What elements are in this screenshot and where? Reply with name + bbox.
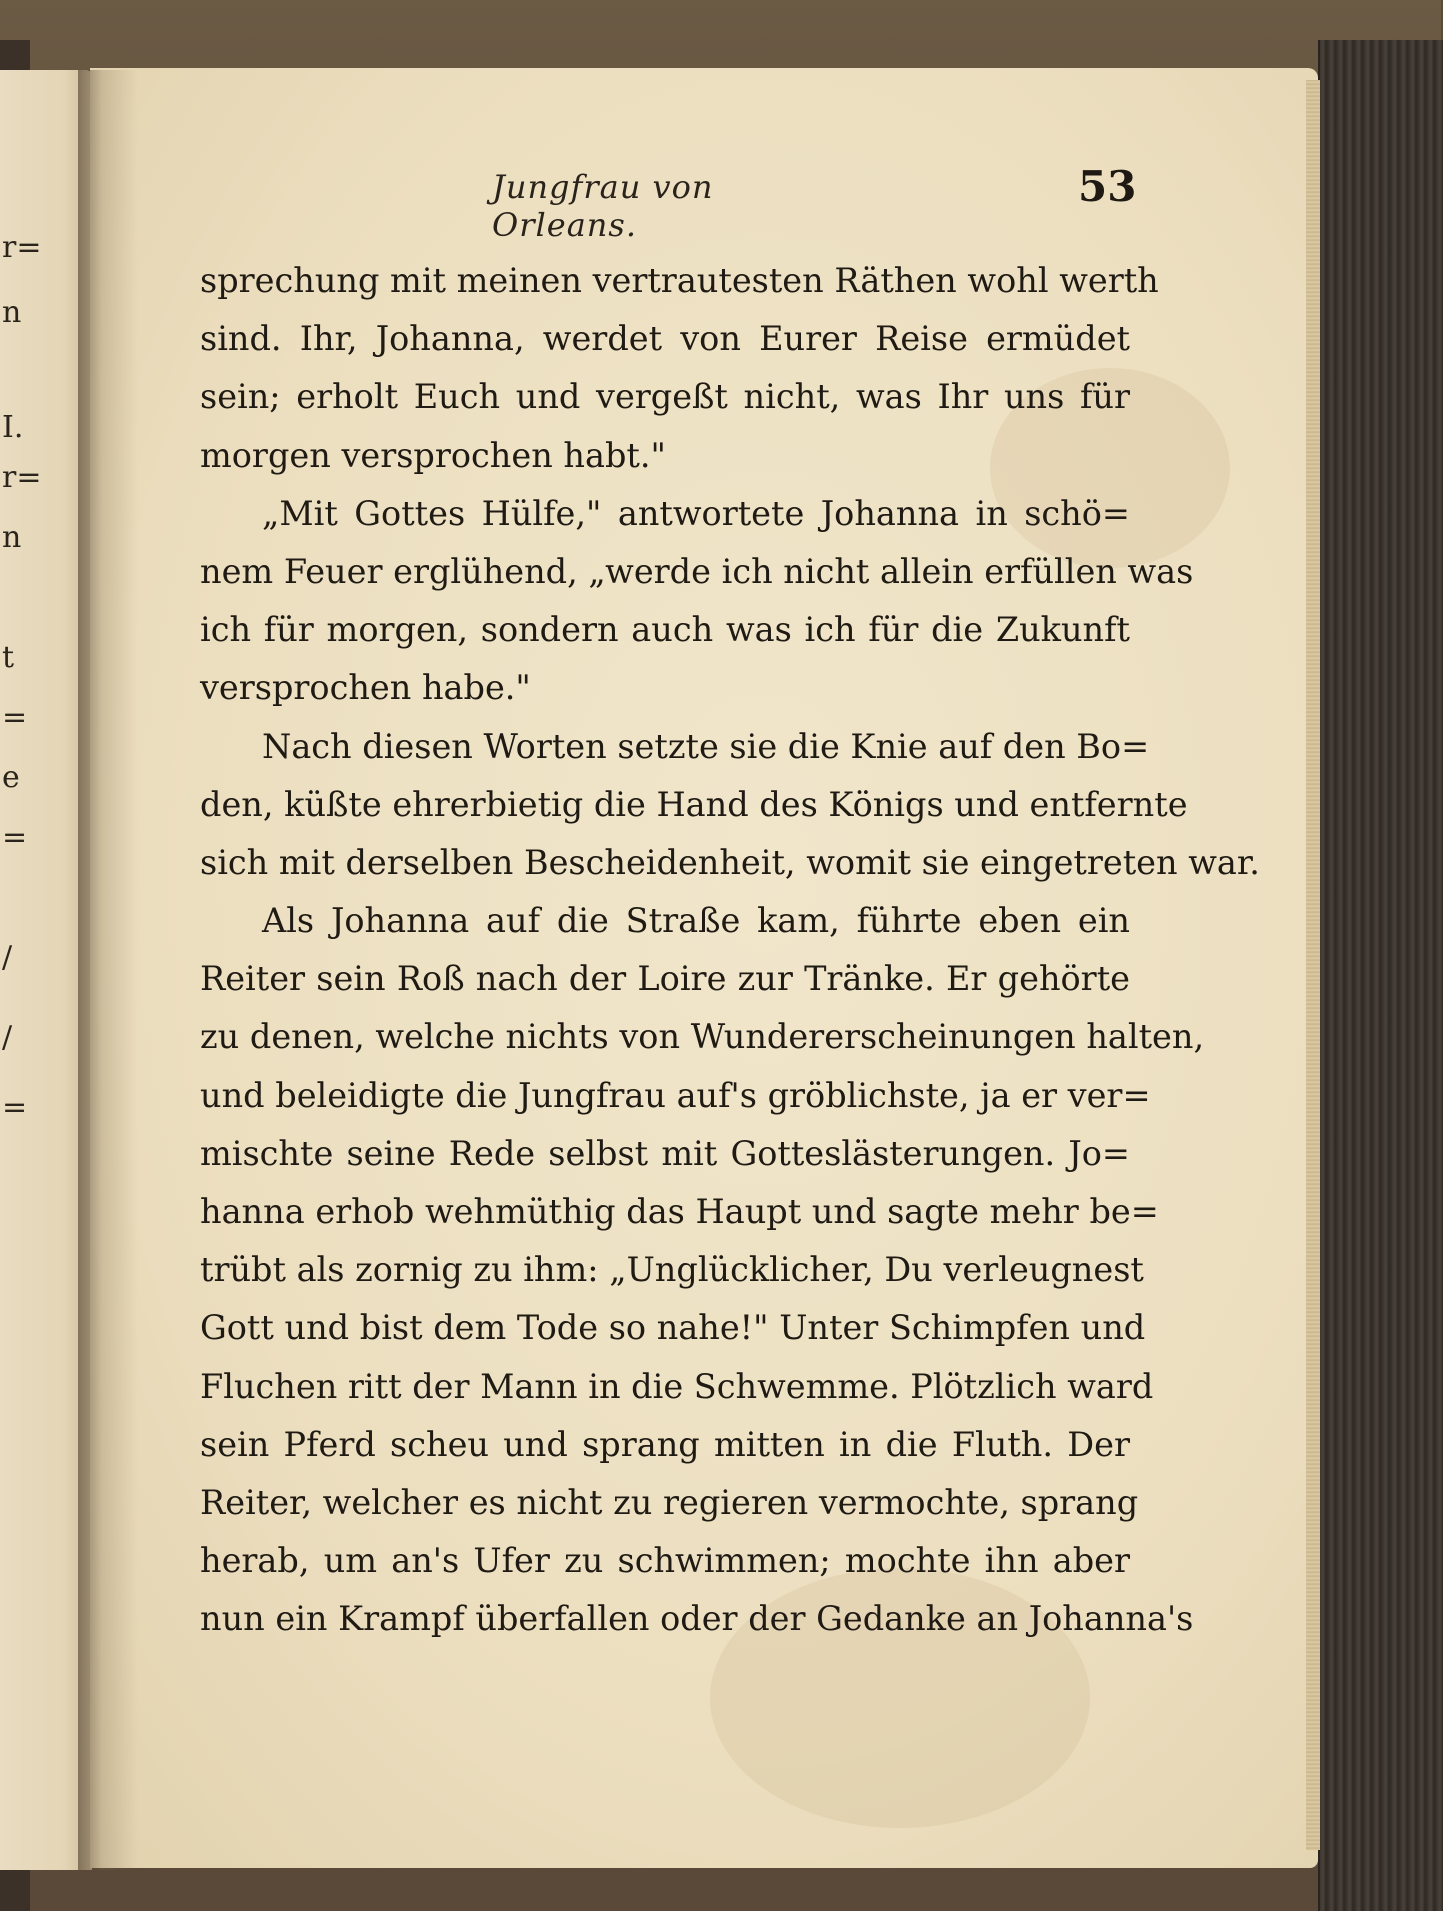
left-page-fragment: n xyxy=(2,520,22,555)
text-line: nem Feuer erglühend, „werde ich nicht allein erfüllen was xyxy=(200,551,1194,591)
text-line: sprechung mit meinen vertrautesten Räthen wohl werth xyxy=(200,261,1159,300)
text-line: Reiter sein Roß nach der Loire zur Tränke. Er gehörte xyxy=(200,959,1130,999)
right-binding xyxy=(1318,40,1443,1911)
text-line: versprochen habe." xyxy=(200,668,531,708)
text-line: und beleidigte die Jungfrau auf's gröblichste, ja er ver= xyxy=(200,1075,1151,1115)
left-page-fragment: = xyxy=(2,820,28,855)
gutter-shadow xyxy=(78,70,138,1870)
left-page-fragment: / xyxy=(2,1020,13,1055)
text-line: sein; erholt Euch und vergeßt nicht, was Ihr uns für xyxy=(200,377,1130,417)
text-line: sind. Ihr, Johanna, werdet von Eurer Reise ermüdet xyxy=(200,319,1130,359)
text-line: sich mit derselben Bescheidenheit, womit sie eingetreten war. xyxy=(200,842,1260,882)
text-line: hanna erhob wehmüthig das Haupt und sagte mehr be= xyxy=(200,1192,1159,1231)
left-page-fragment: n xyxy=(2,295,22,330)
text-line: zu denen, welche nichts von Wundererscheinungen halten, xyxy=(200,1017,1205,1057)
text-line: Gott und bist dem Tode so nahe!" Unter Schimpfen und xyxy=(200,1308,1146,1348)
page-number: 53 xyxy=(1078,162,1137,211)
text-line: sein Pferd scheu und sprang mitten in die Fluth. Der xyxy=(200,1424,1130,1464)
text-line: mischte seine Rede selbst mit Gotteslästerungen. Jo= xyxy=(200,1133,1130,1173)
left-page-fragment: / xyxy=(2,940,13,975)
text-line: Nach diesen Worten setzte sie die Knie auf den Bo= xyxy=(262,726,1150,766)
text-line: den, küßte ehrerbietig die Hand des Königs und entfernte xyxy=(200,784,1188,824)
text-line: Reiter, welcher es nicht zu regieren vermochte, sprang xyxy=(200,1482,1139,1522)
left-page-fragment: = xyxy=(2,1090,28,1125)
left-page-fragment: e xyxy=(2,760,20,795)
text-line: trübt als zornig zu ihm: „Unglücklicher, Du verleugnest xyxy=(200,1250,1144,1290)
page-header xyxy=(0,162,1441,244)
page-edge xyxy=(1306,80,1320,1850)
left-page-fragment: I. xyxy=(2,410,24,445)
text-line: Als Johanna auf die Straße kam, führte eben ein xyxy=(262,901,1130,941)
text-line: ich für morgen, sondern auch was ich für die Zukunft xyxy=(200,610,1130,650)
left-page-fragment: r= xyxy=(2,230,42,265)
left-page-fragment: t xyxy=(2,640,15,675)
text-line: herab, um an's Ufer zu schwimmen; mochte ihn aber xyxy=(200,1541,1130,1581)
text-line: nun ein Krampf überfallen oder der Gedanke an Johanna's xyxy=(200,1599,1194,1639)
left-page-fragment: = xyxy=(2,700,28,735)
body-text xyxy=(200,252,1260,1649)
text-line: Fluchen ritt der Mann in die Schwemme. Plötzlich ward xyxy=(200,1366,1154,1406)
text-line: „Mit Gottes Hülfe," antwortete Johanna in schö= xyxy=(262,493,1130,533)
running-title: Jungfrau von Orleans. xyxy=(492,168,714,244)
left-page-fragment: r= xyxy=(2,460,42,495)
text-line: morgen versprochen habt." xyxy=(200,435,666,475)
